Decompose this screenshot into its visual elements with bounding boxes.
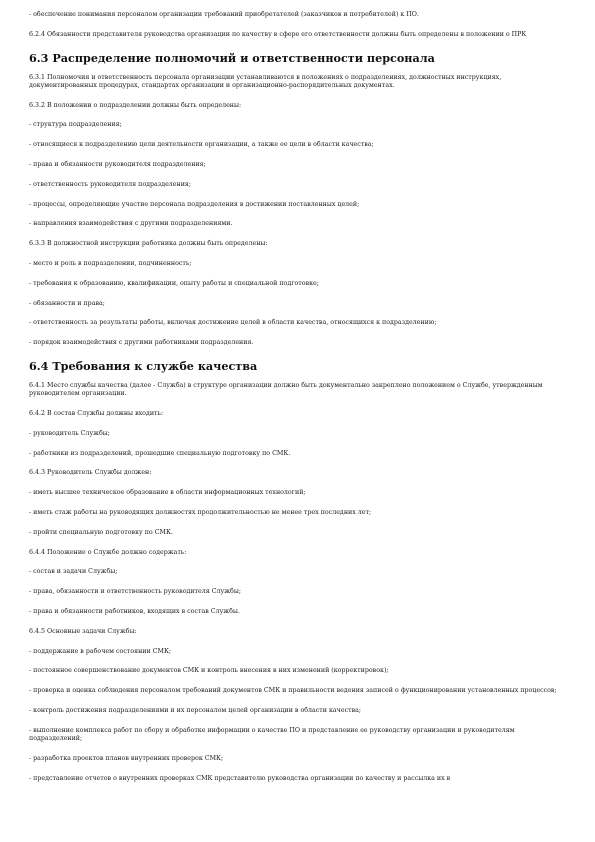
paragraph: - ответственность за результаты работы, включая достижение целей в области качества, относящихся к подразделению; <box>29 319 437 327</box>
paragraph: - ответственность руководителя подразделения; <box>29 180 192 188</box>
paragraph: - постоянное совершенствование документов СМК и контроль внесения в них изменений (корректировок); <box>29 667 389 675</box>
paragraph: - требования к образованию, квалификации, опыту работы и специальной подготовке; <box>29 279 319 287</box>
paragraph: - работники из подразделений, прошедшие специальную подготовку по СМК. <box>29 449 291 457</box>
paragraph: - процессы, определяющие участие персонала подразделения в достижении поставленных целей; <box>29 200 360 208</box>
paragraph: 6.2.4 Обязанности представителя руководства организации по качеству в сфере его ответственности должны быть определены в положении о ПРК <box>29 30 527 38</box>
paragraph: 6.3.1 Полномочия и ответственность персонала организации устанавливаются в положениях о подразделениях, должностных инструкциях, документированных процедурах, стандартах организации и организационно-распорядительных документах. <box>29 73 502 89</box>
paragraph: 6.4.3 Руководитель Службы должен: <box>29 469 152 477</box>
paragraph: - поддержание в рабочем состоянии СМК; <box>29 647 171 655</box>
paragraph: - права и обязанности работников, входящих в состав Службы. <box>29 607 240 615</box>
paragraph: - руководитель Службы; <box>29 429 110 437</box>
paragraph: 6.4.2 В состав Службы должны входить: <box>29 409 164 417</box>
paragraph: - обеспечение понимания персоналом организации требований приобретателей (заказчиков и потребителей) к ПО. <box>29 11 419 18</box>
paragraph: - проверка и оценка соблюдения персоналом требований документов СМК и правильности ведения записей о функционировании установленных процессов; <box>29 687 557 695</box>
paragraph: - иметь стаж работы на руководящих должностях продолжительностью не менее трех последних лет; <box>29 508 372 516</box>
paragraph: 6.3.2 В положении о подразделении должны быть определены: <box>29 101 242 109</box>
paragraph: 6.4.5 Основные задачи Службы: <box>29 627 137 635</box>
paragraph: - выполнение комплекса работ по сбору и обработке информации о качестве ПО и представление ее руководству организации и руководителям подразделений; <box>29 726 515 742</box>
paragraph: - представление отчетов о внутренних проверках СМК представителю руководства организации по качеству и рассылка их в <box>29 774 451 782</box>
paragraph: - иметь высшее техническое образование в области информационных технологий; <box>29 489 306 497</box>
paragraph: 6.4.4 Положение о Службе должно содержать: <box>29 548 187 556</box>
paragraph: - разработка проектов планов внутренних проверок СМК; <box>29 754 224 762</box>
paragraph: - права, обязанности и ответственность руководителя Службы; <box>29 588 241 596</box>
paragraph: - место и роль в подразделении, подчиненность; <box>29 259 192 267</box>
paragraph: 6.3.3 В должностной инструкции работника должны быть определены: <box>29 240 268 248</box>
paragraph: - относящиеся к подразделению цели деятельности организации, а также ее цели в области качества; <box>29 141 374 149</box>
paragraph: - контроль достижения подразделениями и их персоналом целей организации в области качества; <box>29 706 361 714</box>
paragraph: - пройти специальную подготовку по СМК. <box>29 528 173 536</box>
paragraph: 6.4.1 Место службы качества (далее - Служба) в структуре организации должно быть документально закреплено положением о Службе, утвержденным руководителем организации. <box>29 381 543 398</box>
paragraph: - обязанности и права; <box>29 299 105 307</box>
paragraph: - направления взаимодействия с другими подразделениями. <box>29 220 233 228</box>
section-heading: 6.3 Распределение полномочий и ответственности персонала <box>29 50 435 65</box>
section-heading: 6.4 Требования к службе качества <box>29 358 258 373</box>
paragraph: - состав и задачи Службы; <box>29 568 118 576</box>
paragraph: - права и обязанности руководителя подразделения; <box>29 160 206 168</box>
paragraph: - порядок взаимодействия с другими работниками подразделения. <box>29 339 254 347</box>
paragraph: - структура подразделения; <box>29 121 122 129</box>
